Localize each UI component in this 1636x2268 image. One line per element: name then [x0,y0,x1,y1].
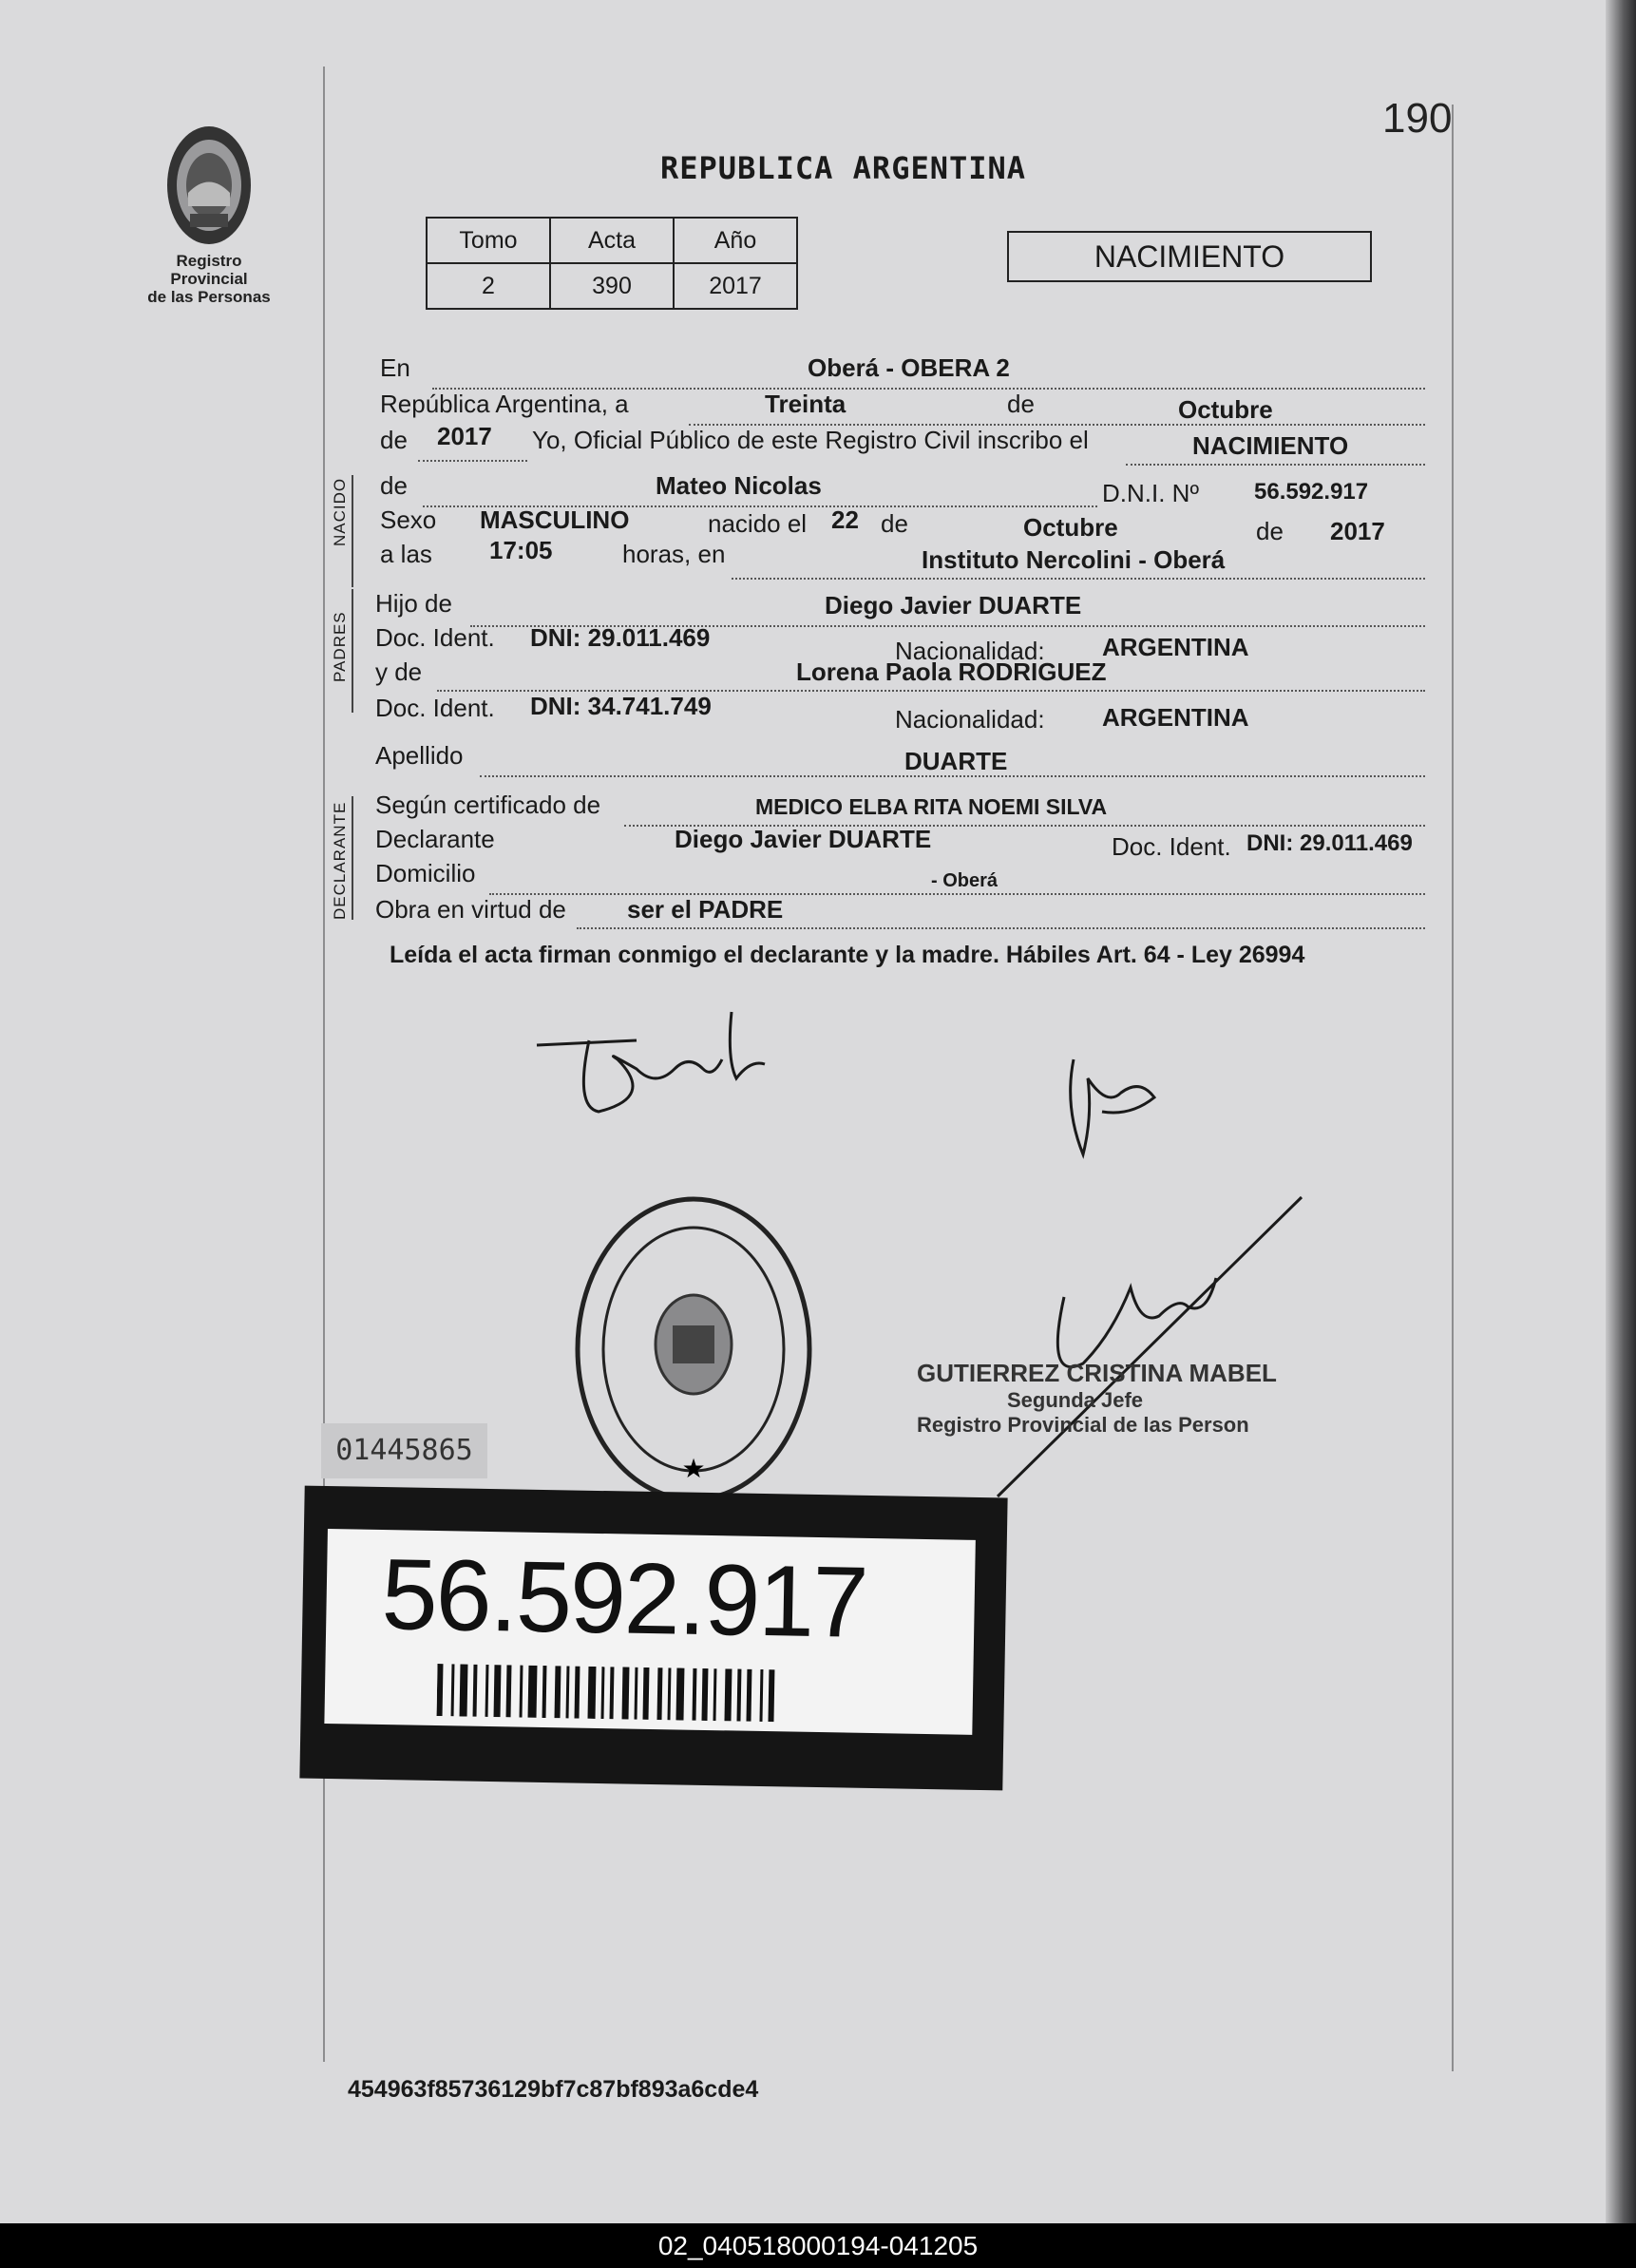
field-value: Octubre [1178,395,1273,424]
field-label: a las [380,540,432,568]
field-label: nacido el [708,509,808,538]
logo-text-line1: Registro Provincial [170,252,248,288]
field-value: 56.592.917 [1254,479,1369,505]
section-label-padres: PADRES [331,611,349,682]
footer-id: 02_040518000194-041205 [0,2223,1636,2268]
field-y-de [375,658,1430,696]
field-hora [375,536,1430,578]
official-signature [988,1192,1311,1506]
logo-text-line2: de las Personas [147,288,271,306]
field-en [375,353,1430,391]
field-value: Octubre [1023,513,1118,542]
table-header: Tomo [427,218,550,263]
field-label: Hijo de [375,589,452,618]
field-label: Domicilio [375,859,476,887]
declarant-signature [532,1002,779,1126]
field-value: 2017 [437,422,492,450]
field-label: Doc. Ident. [375,694,495,722]
field-de-year [375,422,1430,464]
field-label: Según certificado de [375,791,601,819]
field-value: Diego Javier DUARTE [675,825,932,853]
dotted-line [1126,464,1425,466]
page-edge-shadow [1606,0,1636,2223]
dotted-line [577,927,1425,929]
page-number: 190 [1382,95,1453,142]
field-text: Yo, Oficial Público de este Registro Civil inscribo el [532,426,1089,454]
field-value: DNI: 34.741.749 [530,692,712,720]
official-role: Segunda Jefe [1007,1388,1144,1412]
table-header: Acta [550,218,674,263]
field-label: D.N.I. Nº [1102,479,1199,507]
closing-statement: Leída el acta firman conmigo el declarante y la madre. Hábiles Art. 64 - Ley 26994 [390,942,1305,968]
table-cell: 2 [427,263,550,309]
section-rule-declarante [352,796,353,920]
right-margin-line [1452,105,1454,2071]
mother-signature [1055,1040,1169,1164]
field-label: Doc. Ident. [375,623,495,652]
field-value: - Oberá [931,870,999,891]
official-name: GUTIERREZ CRISTINA MABEL [917,1359,1277,1387]
field-hijo-de [375,589,1430,627]
field-label: República Argentina, a [380,390,629,418]
section-label-declarante: DECLARANTE [331,801,349,920]
barcode-bars [437,1664,856,1724]
field-label: de [1007,390,1035,418]
field-value: DNI: 29.011.469 [1246,830,1413,856]
field-value: Diego Javier DUARTE [825,591,1082,619]
record-type-box: NACIMIENTO [1007,231,1372,282]
field-apellido [375,741,1430,779]
field-certificado [375,791,1430,829]
document-hash: 454963f85736129bf7c87bf893a6cde4 [348,2076,759,2103]
field-label: de [881,509,908,538]
field-label: Doc. Ident. [1112,832,1231,861]
field-value: NACIMIENTO [1192,431,1349,460]
field-label: Declarante [375,825,495,853]
field-label: y de [375,658,423,686]
barcode-number: 56.592.917 [380,1538,868,1659]
field-value: ser el PADRE [627,895,784,924]
field-value: DUARTE [904,747,1008,775]
field-republica [375,390,1430,428]
field-obra [375,895,1430,933]
section-label-nacido: NACIDO [331,477,349,546]
field-value: MASCULINO [480,505,630,534]
register-table [426,217,798,310]
field-value: ARGENTINA [1102,703,1249,732]
field-value: Oberá - OBERA 2 [808,353,1010,382]
field-value: DNI: 29.011.469 [530,623,711,652]
section-rule-padres [352,589,353,713]
field-doc-padre [375,623,1430,665]
field-label: Sexo [380,505,437,534]
barcode-label [299,1486,1007,1791]
registry-seal [570,1192,817,1506]
field-value: ARGENTINA [1102,633,1249,661]
stamp-number: 01445865 [321,1423,487,1478]
dotted-line [418,460,527,462]
section-rule-nacido [352,475,353,587]
field-doc-madre [375,694,1430,732]
province-shield-icon [162,119,257,252]
table-cell: 2017 [674,263,797,309]
barcode-panel [324,1529,975,1735]
official-office: Registro Provincial de las Person [917,1413,1249,1437]
official-stamp [917,1359,1277,1438]
field-value: MEDICO ELBA RITA NOEMI SILVA [755,794,1108,819]
table-cell: 390 [550,263,674,309]
svg-text:★: ★ [681,1453,706,1484]
registry-logo [143,119,276,306]
field-label: Nacionalidad: [895,705,1045,734]
dotted-line [732,578,1425,580]
dotted-line [480,775,1425,777]
field-label: Apellido [375,741,464,770]
field-declarante [375,825,1430,863]
field-value: Mateo Nicolas [656,471,822,500]
field-label: Nacionalidad: [895,637,1045,665]
field-value: Treinta [765,390,847,418]
field-de-name [375,471,1430,509]
field-value: 17:05 [489,536,553,564]
field-value: 22 [831,505,859,534]
table-header: Año [674,218,797,263]
field-value: Instituto Nercolini - Oberá [922,545,1226,574]
field-label: de [380,426,408,454]
field-domicilio [375,859,1430,897]
field-label: horas, en [622,540,726,568]
field-value: Lorena Paola RODRIGUEZ [796,658,1107,686]
field-value: 2017 [1330,517,1385,545]
field-label: de [1256,517,1284,545]
document-title: REPUBLICA ARGENTINA [660,150,1027,186]
field-label: Obra en virtud de [375,895,566,924]
field-label: En [380,353,410,382]
field-label: de [380,471,408,500]
